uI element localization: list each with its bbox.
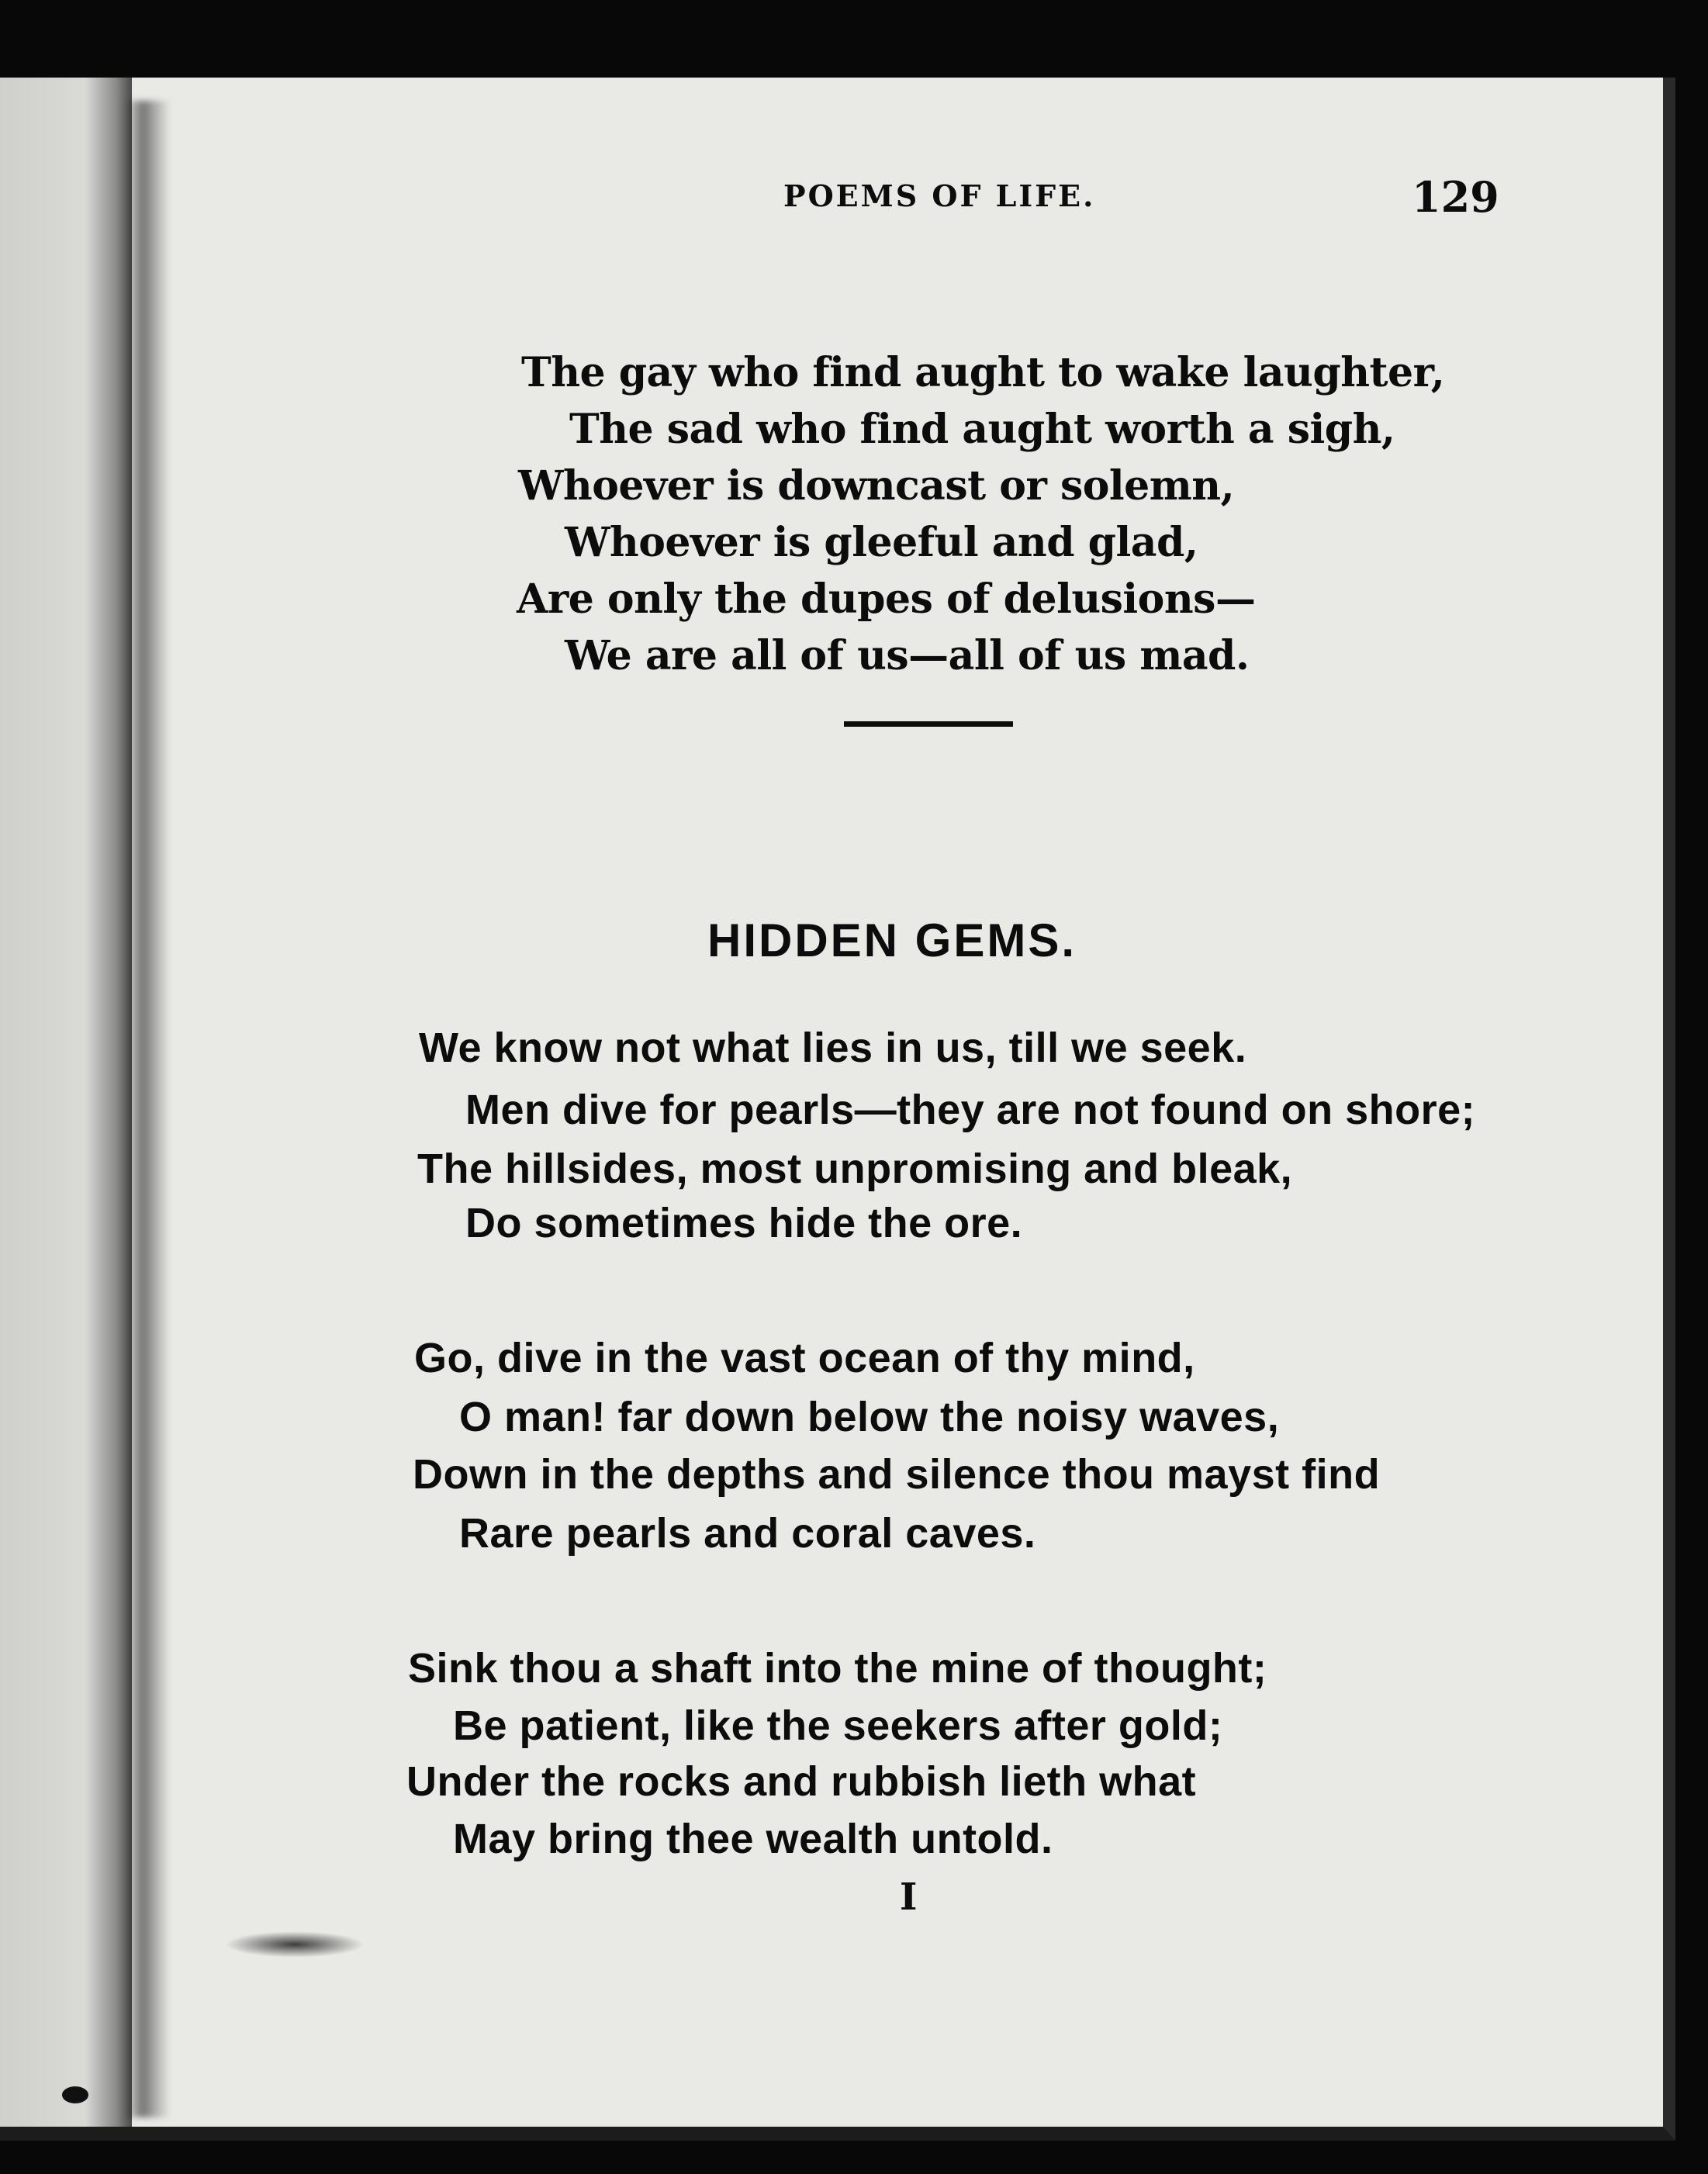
previous-poem-line: Are only the dupes of delusions— — [517, 575, 1256, 623]
previous-poem-line: Whoever is downcast or solemn, — [518, 462, 1235, 510]
previous-poem-line: We are all of us—all of us mad. — [565, 632, 1250, 679]
section-divider — [844, 721, 1013, 727]
poem-line: Rare pearls and coral caves. — [459, 1510, 1036, 1557]
poem-line: The hillsides, most unpromising and bleak, — [417, 1146, 1293, 1192]
signature-mark: I — [900, 1875, 918, 1919]
previous-poem-line: The sad who find aught worth a sigh, — [569, 406, 1395, 453]
poem-line: Under the rocks and rubbish lieth what — [406, 1758, 1197, 1805]
poem-line: Men dive for pearls—they are not found on shore; — [465, 1087, 1476, 1133]
binding-shadow — [124, 101, 171, 2117]
scan-blemish — [62, 2086, 88, 2103]
poem-line: Sink thou a shaft into the mine of thought; — [408, 1645, 1267, 1692]
poem-line: We know not what lies in us, till we seek. — [419, 1025, 1247, 1071]
page-number: 129 — [1412, 172, 1499, 222]
page-gutter — [0, 78, 132, 2127]
previous-poem-line: The gay who find aught to wake laughter, — [521, 349, 1445, 396]
poem-line: O man! far down below the noisy waves, — [459, 1394, 1280, 1440]
running-head: POEMS OF LIFE. — [783, 178, 1096, 213]
poem-line: Do sometimes hide the ore. — [465, 1200, 1023, 1246]
poem-line: Go, dive in the vast ocean of thy mind, — [414, 1335, 1195, 1381]
previous-poem-line: Whoever is gleeful and glad, — [565, 519, 1198, 566]
poem-line: May bring thee wealth untold. — [453, 1816, 1053, 1862]
ink-smudge — [225, 1931, 365, 1958]
poem-line: Be patient, like the seekers after gold; — [453, 1702, 1223, 1749]
poem-title: HIDDEN GEMS. — [707, 914, 1077, 966]
poem-line: Down in the depths and silence thou mayst find — [413, 1451, 1381, 1498]
